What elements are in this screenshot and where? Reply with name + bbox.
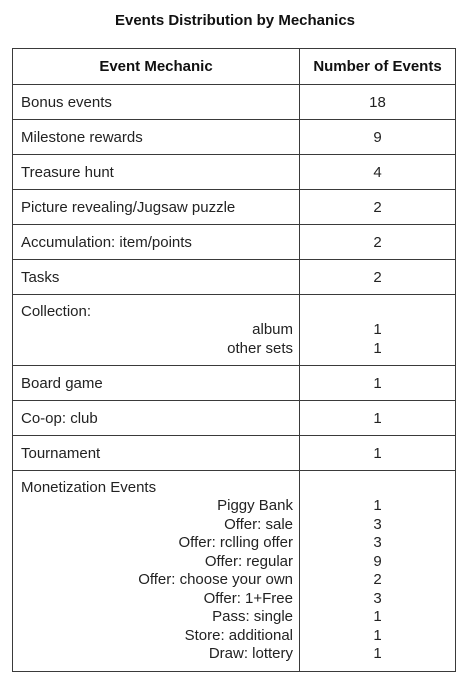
row-count-co-op-club: 1	[300, 401, 456, 436]
collection-count-cell	[300, 295, 456, 366]
row-label-board-game: Board game	[13, 366, 300, 401]
monetization-count-draw-lottery: 1	[373, 645, 382, 662]
monetization-count-offer-sale: 3	[373, 515, 382, 533]
monetization-item-store-additional: Store: additional	[184, 626, 293, 644]
table-row	[13, 260, 456, 295]
monetization-cell	[13, 471, 300, 672]
table-row	[13, 190, 456, 225]
table-row	[13, 120, 456, 155]
monetization-item-draw-lottery: Draw: lottery	[208, 645, 293, 662]
row-label-bonus-events: Bonus events	[13, 85, 300, 120]
table-row-monetization	[13, 471, 456, 672]
header-number-of-events: Number of Events	[300, 49, 456, 85]
row-label-tournament: Tournament	[13, 436, 300, 471]
row-label-treasure-hunt: Treasure hunt	[13, 155, 300, 190]
collection-item-other-sets: other sets	[227, 339, 293, 357]
monetization-item-offer-choose: Offer: choose your own	[138, 571, 293, 588]
table-row	[13, 366, 456, 401]
row-count-bonus-events: 18	[300, 85, 456, 120]
row-count-milestone-rewards: 9	[300, 120, 456, 155]
monetization-count-list	[300, 471, 455, 671]
monetization-count-offer-choose: 2	[373, 571, 382, 588]
monetization-sub-list	[21, 497, 299, 671]
collection-count-other-sets: 1	[373, 339, 382, 357]
row-count-picture-revealing: 2	[300, 190, 456, 225]
monetization-item-offer-rolling: Offer: rclling offer	[178, 534, 293, 551]
row-count-tasks: 2	[300, 260, 456, 295]
collection-label: Collection:	[21, 303, 92, 320]
header-event-mechanic: Event Mechanic	[13, 49, 300, 85]
monetization-count-offer-1-free: 3	[373, 589, 382, 607]
table-row	[13, 436, 456, 471]
row-count-treasure-hunt: 4	[300, 155, 456, 190]
collection-item-album: album	[252, 321, 293, 338]
row-count-accumulation: 2	[300, 225, 456, 260]
monetization-item-offer-regular: Offer: regular	[204, 552, 293, 570]
table-row	[13, 401, 456, 436]
monetization-item-piggy-bank: Piggy Bank	[217, 497, 293, 514]
monetization-item-offer-sale: Offer: sale	[224, 515, 293, 533]
collection-cell	[13, 295, 300, 366]
monetization-item-offer-1-free: Offer: 1+Free	[203, 589, 293, 607]
row-label-tasks: Tasks	[13, 260, 300, 295]
table-row	[13, 155, 456, 190]
table-row-collection	[13, 295, 456, 366]
monetization-item-pass-single: Pass: single	[212, 608, 293, 625]
monetization-count-piggy-bank: 1	[373, 497, 382, 514]
monetization-label: Monetization Events	[21, 479, 157, 496]
header-row	[13, 49, 456, 85]
row-count-tournament: 1	[300, 436, 456, 471]
events-table	[12, 48, 456, 672]
table-title: Events Distribution by Mechanics	[114, 12, 356, 29]
collection-sub-list	[21, 321, 299, 365]
row-label-milestone-rewards: Milestone rewards	[13, 120, 300, 155]
table-row	[13, 225, 456, 260]
table-row	[13, 85, 456, 120]
collection-count-list	[300, 295, 455, 365]
monetization-count-offer-regular: 9	[373, 552, 382, 570]
row-count-board-game: 1	[300, 366, 456, 401]
row-label-co-op-club: Co-op: club	[13, 401, 300, 436]
monetization-count-pass-single: 1	[373, 608, 382, 625]
row-label-picture-revealing: Picture revealing/Jugsaw puzzle	[13, 190, 300, 225]
row-label-accumulation: Accumulation: item/points	[13, 225, 300, 260]
monetization-count-cell	[300, 471, 456, 672]
monetization-count-offer-rolling: 3	[373, 534, 382, 551]
collection-count-album: 1	[373, 321, 382, 338]
monetization-count-store-additional: 1	[373, 626, 382, 644]
